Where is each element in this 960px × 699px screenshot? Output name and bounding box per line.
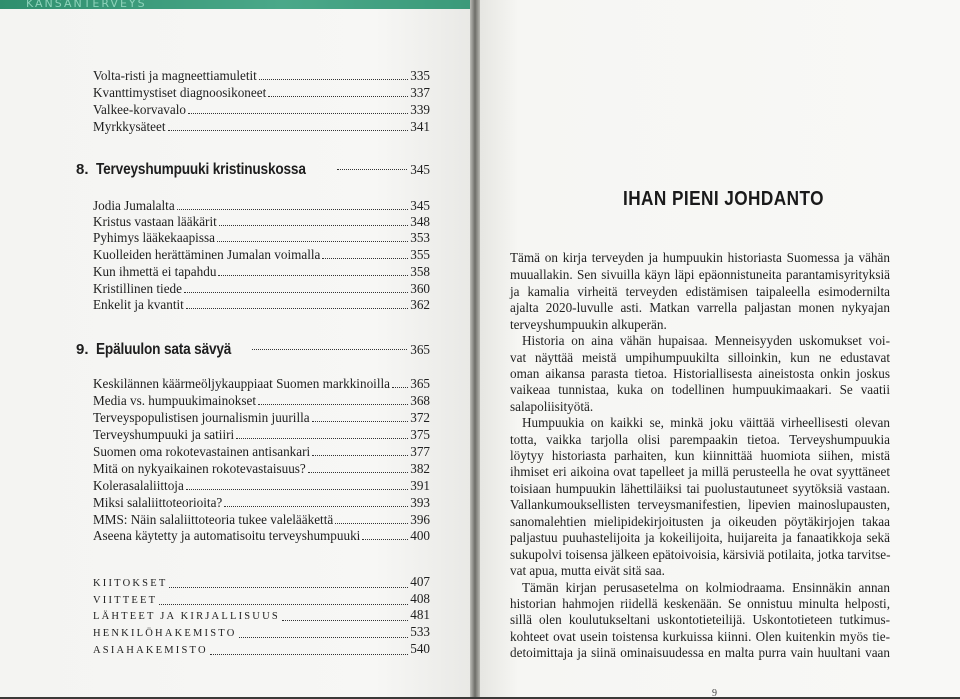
- toc-entry-page: 396: [410, 512, 430, 527]
- dot-leader: [258, 404, 408, 405]
- chapter-8-heading: [76, 161, 430, 179]
- toc-entry-title: Kvanttimystiset diagnoosikoneet: [93, 85, 267, 100]
- toc-entry-title: Suomen oma rokotevastainen antisankari: [93, 444, 311, 459]
- toc-entry: [93, 197, 430, 214]
- cover-edge: [0, 0, 470, 9]
- intro-line: detoimittaja ja siinä ominaisuudessa en malta purra vain huultani vaan: [510, 645, 890, 660]
- dot-leader: [188, 113, 408, 114]
- toc-entry-page: 382: [410, 461, 430, 476]
- intro-line: sanomalehtien mielipidekirjoitusten ja oikeuden pöytäkirjojen takaa: [510, 514, 890, 529]
- toc-entry-title: Kolerasalaliittoja: [93, 478, 184, 493]
- toc-entry-title: Miksi salaliittoteorioita?: [93, 495, 223, 510]
- toc-entry-page: 353: [410, 230, 430, 245]
- dot-leader: [184, 292, 408, 293]
- dot-leader: [282, 620, 408, 621]
- toc-entry: [93, 392, 430, 409]
- toc-entry-title: Enkelit ja kvantit: [93, 297, 184, 312]
- toc-entry-page: 372: [410, 410, 430, 425]
- intro-line: vat apua, mutta eivät sitä saa.: [510, 563, 665, 578]
- dot-leader: [224, 506, 408, 507]
- toc-entry-title: Terveyspopulistisen journalismin juurilla: [93, 410, 310, 425]
- chapter-number: 9.: [76, 341, 89, 358]
- toc-entry-title: Jodia Jumalalta: [93, 198, 175, 213]
- toc-entry-page: 362: [410, 297, 430, 312]
- toc-entry-title: MMS: Näin salaliittoteoria tukee valelääkettä: [93, 512, 334, 527]
- intro-line: Vallankumouksellisten terveysmanifestien, lipevien mainoslupausten,: [510, 497, 890, 512]
- toc-entry-title: Pyhimys lääkekaapissa: [93, 230, 215, 245]
- intro-line: historian hahmojen riidellä keskenään. Se onnistuu minulta helposti,: [510, 596, 890, 611]
- toc-entry-page: 360: [410, 281, 430, 296]
- chapter-page: 345: [410, 162, 430, 177]
- dot-leader: [186, 308, 408, 309]
- toc-entry-page: 407: [410, 574, 430, 589]
- toc-entry: [93, 84, 430, 101]
- dot-leader: [392, 387, 408, 388]
- intro-line: sillä olen koulutukseltani uskontotieteilijä. Uskontotieteen tutkimus-: [510, 612, 890, 627]
- toc-entry-title: Terveyshumpuuki ja satiiri: [93, 427, 235, 442]
- dot-leader: [268, 96, 408, 97]
- toc-entry: [93, 101, 430, 118]
- intro-heading: IHAN PIENI JOHDANTO: [623, 188, 824, 210]
- dot-leader: [219, 225, 408, 226]
- toc-entry: [93, 296, 430, 313]
- dot-leader: [217, 241, 408, 242]
- chapter-9-heading: [76, 341, 430, 359]
- toc-entry: [93, 460, 430, 477]
- intro-line: terveyshumpuukin alkuperän.: [510, 317, 667, 332]
- toc-entry-page: 339: [410, 102, 430, 117]
- book-spine: [470, 0, 480, 697]
- toc-entry: [93, 375, 430, 392]
- intro-line: ihmiset eri aikoina ovat tapelleet ja millä perusteella he ovat syyttäneet: [510, 464, 890, 479]
- toc-entry: [93, 477, 430, 494]
- intro-line: sukupolvi toisensa jälkeen epätoivoisia, kärsiviä potilaita, jotka tarvitse-: [510, 547, 891, 562]
- intro-line: totta, vaikka tarjolla olisi parempaakin tietoa. Terveyshumpuukia: [510, 432, 890, 447]
- dot-leader: [177, 209, 409, 210]
- dot-leader: [218, 275, 408, 276]
- intro-line: löytyy historiasta parhaiten, kun kiinnittää huomiota siihen, mistä: [510, 448, 890, 463]
- back-matter-entry: [93, 640, 430, 659]
- toc-entry-page: 341: [410, 119, 430, 134]
- intro-line: Tämän kirjan perusasetelma on kolmiodraama. Ensinnäkin annan: [522, 580, 890, 595]
- toc-entry: [93, 213, 430, 230]
- toc-entry: [93, 527, 430, 544]
- toc-entry-page: 348: [410, 214, 430, 229]
- toc-entry-title: Valkee-korvavalo: [93, 102, 187, 117]
- toc-entry-title: KIITOKSET: [93, 578, 168, 589]
- toc-entry-page: 391: [410, 478, 430, 493]
- toc-entry-page: 335: [410, 68, 430, 83]
- toc-entry-title: Keskilännen käärmeöljykauppiaat Suomen markkinoilla: [93, 376, 391, 391]
- toc-entry: [93, 118, 430, 135]
- toc-entry-page: 337: [410, 85, 430, 100]
- toc-entry-page: 358: [410, 264, 430, 279]
- toc-entry-title: Kun ihmettä ei tapahdu: [93, 264, 217, 279]
- intro-line: vat näyttää meistä umpihumpuukilta silloinkin, kun ne edustavat: [510, 350, 890, 365]
- toc-entry: [93, 494, 430, 511]
- intro-line: oman aikansa parasta tietoa. Historiallisesta aineistosta onkin joskus: [510, 366, 890, 381]
- toc-entry-page: 345: [410, 198, 430, 213]
- dot-leader: [335, 523, 408, 524]
- intro-line: Historia on aina vähän hupaisaa. Menneisyyden uskomukset voi-: [522, 333, 890, 348]
- toc-entry-page: 365: [410, 376, 430, 391]
- cover-edge-text: KANSANTERVEYS: [26, 0, 147, 10]
- toc-entry: [93, 229, 430, 246]
- dot-leader: [169, 587, 408, 588]
- toc-entry-title: ASIAHAKEMISTO: [93, 645, 208, 656]
- intro-line: ja kamalia virheitä terveyden edistämisen taipaleella esimodernilta: [510, 284, 890, 299]
- toc-entry: [93, 426, 430, 443]
- dot-leader: [236, 438, 408, 439]
- toc-entry-title: Myrkkysäteet: [93, 119, 166, 134]
- intro-line: kohteet ovat usein toistensa kurkuissa kiinni. Olen kuitenkin myös tie-: [510, 629, 890, 644]
- toc-entry-title: Kristus vastaan lääkärit: [93, 214, 217, 229]
- dot-leader: [312, 421, 409, 422]
- chapter-number: 8.: [76, 161, 89, 178]
- intro-line: paljastuu puuhastelijoita ja kokeilijoita, huijareita ja fanaatikkoja sekä: [510, 530, 890, 545]
- dot-leader: [362, 539, 408, 540]
- toc-entry-page: 533: [410, 624, 430, 639]
- chapter-title: Terveyshumpuuki kristinuskossa: [95, 161, 306, 178]
- toc-entry-title: LÄHTEET JA KIRJALLISUUS: [93, 611, 280, 622]
- toc-entry-title: Kristillinen tiede: [93, 281, 182, 296]
- toc-entry: [93, 246, 430, 263]
- dot-leader: [337, 169, 407, 170]
- intro-line: muuallakin. Sen sivuilla käyn läpi epäonnistuneita parantamisyrityksiä: [510, 267, 890, 282]
- toc-entry: [93, 443, 430, 460]
- intro-line: Humpuukia on kaikki se, minkä joku väittää virheellisesti olevan: [522, 415, 890, 430]
- toc-entry-title: HENKILÖHAKEMISTO: [93, 628, 237, 639]
- dot-leader: [259, 79, 408, 80]
- toc-entry-page: 375: [410, 427, 430, 442]
- toc-entry: [93, 67, 430, 84]
- toc-entry: [93, 409, 430, 426]
- intro-line: salapoliisityötä.: [510, 399, 594, 414]
- toc-entry: [93, 280, 430, 297]
- toc-entry-page: 368: [410, 393, 430, 408]
- toc-entry-page: 355: [410, 247, 430, 262]
- dot-leader: [308, 472, 408, 473]
- toc-entry-title: Aseena käytetty ja automatisoitu terveyshumpuuki: [93, 528, 361, 543]
- toc-entry-title: Kuolleiden herättäminen Jumalan voimalla: [93, 247, 321, 262]
- toc-entry-page: 408: [410, 591, 430, 606]
- dot-leader: [252, 349, 407, 350]
- toc-entry-title: VIITTEET: [93, 595, 158, 606]
- toc-entry-page: 377: [410, 444, 430, 459]
- toc-entry-page: 540: [410, 641, 430, 656]
- intro-line: ajalta 2020-luvulle asti. Matkan varrella paljastan monen nykyajan: [510, 300, 890, 315]
- dot-leader: [322, 258, 408, 259]
- intro-line: Tämä on kirja terveyden ja humpuukin historiasta Suomessa ja vähän: [510, 250, 890, 265]
- dot-leader: [159, 604, 408, 605]
- toc-entry: [93, 511, 430, 528]
- toc-entry: [93, 263, 430, 280]
- dot-leader: [210, 654, 408, 655]
- chapter-title: Epäluulon sata sävyä: [95, 341, 231, 358]
- dot-leader: [168, 130, 409, 131]
- chapter-page: 365: [410, 342, 430, 357]
- intro-line: vaikeaa tunnistaa, kuka on todellinen humpuukimaakari. Se vaatii: [510, 382, 890, 397]
- toc-entry-title: Volta-risti ja magneettiamuletit: [93, 68, 257, 83]
- intro-line: toisiaan humpuukin lähettiläiksi tai puolustautuneet syytöksiä vastaan.: [510, 481, 890, 496]
- toc-entry-title: Mitä on nykyaikainen rokotevastaisuus?: [93, 461, 306, 476]
- toc-entry-page: 400: [410, 528, 430, 543]
- toc-entry-page: 481: [410, 607, 430, 622]
- dot-leader: [312, 455, 408, 456]
- page-number: 9: [712, 688, 717, 699]
- dot-leader: [239, 637, 409, 638]
- dot-leader: [186, 489, 408, 490]
- toc-entry-title: Media vs. humpuukimainokset: [93, 393, 256, 408]
- toc-entry-page: 393: [410, 495, 430, 510]
